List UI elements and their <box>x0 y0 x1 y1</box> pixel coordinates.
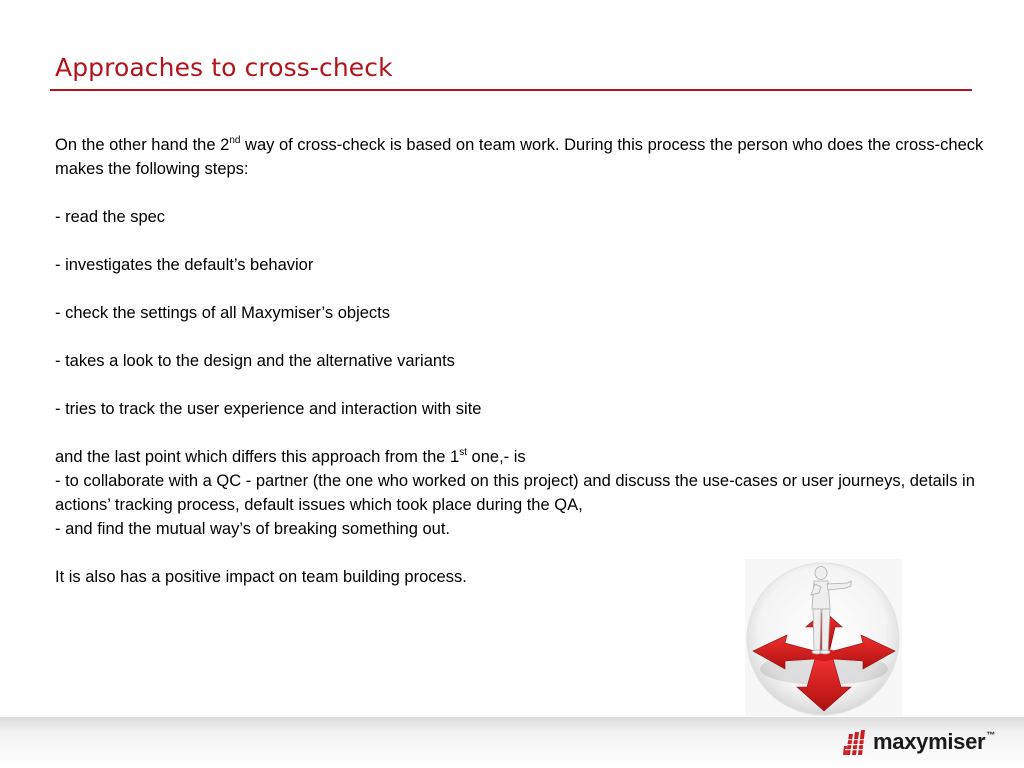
last-point-paragraph <box>55 445 990 469</box>
step-item: - takes a look to the design and the alternative variants <box>55 352 455 370</box>
ordinal-suffix-nd: nd <box>229 135 241 146</box>
last-point-text-end: one,- is <box>466 448 526 466</box>
intro-text-start: On the other hand the 2 <box>55 136 230 154</box>
logo-wordmark <box>873 729 995 755</box>
last-point-text-start: and the last point which differs this approach from the 1 <box>55 448 460 466</box>
trademark-symbol: ™ <box>986 730 995 740</box>
step-item: - check the settings of all Maxymiser’s objects <box>55 304 391 322</box>
closing-paragraph: It is also has a positive impact on team building process. <box>55 568 467 586</box>
step-item: - tries to track the user experience and interaction with site <box>55 400 482 418</box>
intro-paragraph <box>55 133 990 181</box>
ordinal-suffix-st: st <box>459 447 467 458</box>
step-item: - investigates the default’s behavior <box>55 256 314 274</box>
collab-item: - and find the mutual way’s of breaking something out. <box>55 520 451 538</box>
slide-body <box>55 133 990 589</box>
person-on-crossroads-arrows-icon <box>745 559 902 716</box>
maxymiser-logo <box>842 727 995 757</box>
slide-title: Approaches to cross-check <box>55 53 393 82</box>
step-item: - read the spec <box>55 208 166 226</box>
title-underline <box>50 89 972 91</box>
crossroads-illustration <box>745 559 902 716</box>
maxymiser-logo-mark-icon <box>842 729 869 756</box>
collab-item: - to collaborate with a QC - partner (the one who worked on this project) and discuss the use-cases or user journeys, details in actions’ tracking process, default issues which took place during the QA, <box>55 472 975 514</box>
intro-text-end: way of cross-check is based on team work. During this process the person who does the cross-check makes the following steps: <box>55 136 984 178</box>
logo-name: maxymiser <box>873 729 986 754</box>
